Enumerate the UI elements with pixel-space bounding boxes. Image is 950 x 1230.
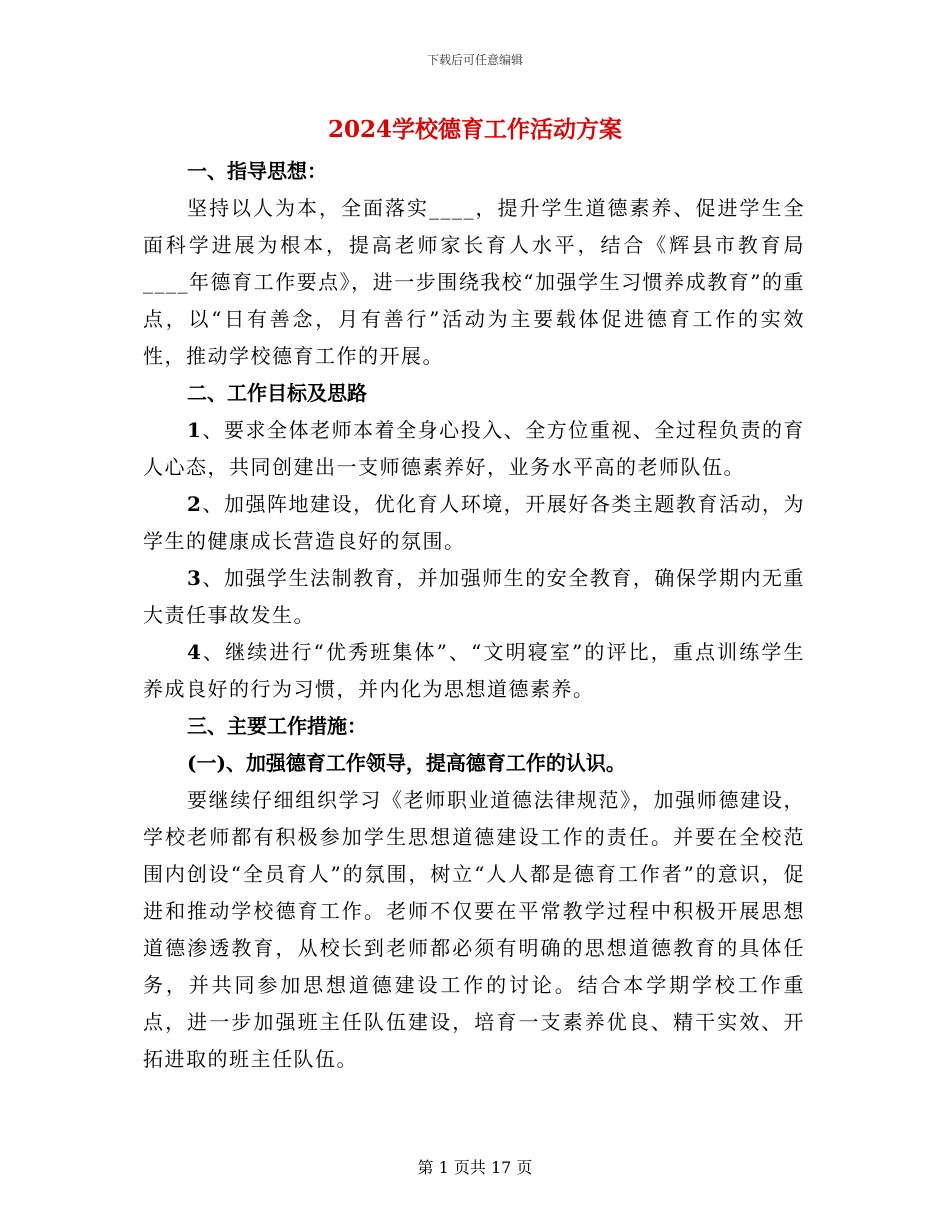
section-paragraph-1: 坚持以人为本，全面落实____，提升学生道德素养、促进学生全面科学进展为根本，提高老师家长育人水平，结合《辉县市教育局____年德育工作要点》，进一步围绕我校“加强学生习惯养成教育”的重点，以“日有善念，月有善行”活动为主要载体促进德育工作的实效性，推动学校德育工作的开展。 (143, 196, 805, 368)
document-body (143, 153, 805, 1078)
section-heading-2: 二、工作目标及思路 (187, 381, 367, 405)
section-heading-1: 一、指导思想： (187, 159, 327, 183)
goal-item-2 (143, 486, 805, 560)
goal-item-number: 4 (187, 640, 203, 664)
goal-item-number: 3 (187, 566, 203, 590)
goal-item-3 (143, 560, 805, 634)
goal-item-text: 、继续进行“优秀班集体”、“文明寝室”的评比，重点训练学生养成良好的行为习惯，并内化为思想道德素养。 (143, 640, 805, 701)
goal-item-number: 1 (187, 418, 203, 442)
goal-item-1 (143, 412, 805, 486)
page-header-note: 下载后可任意编辑 (426, 53, 523, 67)
section-heading-3: 三、主要工作措施： (187, 714, 367, 738)
goal-item-text: 、要求全体老师本着全身心投入、全方位重视、全过程负责的育人心态，共同创建出一支师德素养好，业务水平高的老师队伍。 (143, 418, 805, 479)
subsection-heading-3-1: (一)、加强德育工作领导，提高德育工作的认识。 (187, 751, 626, 775)
section-paragraph-3: 要继续仔细组织学习《老师职业道德法律规范》，加强师德建设，学校老师都有积极参加学生思想道德建设工作的责任。并要在全校范围内创设“全员育人”的氛围，树立“人人都是德育工作者”的意识，促进和推动学校德育工作。老师不仅要在平常教学过程中积极开展思想道德渗透教育，从校长到老师都必须有明确的思想道德教育的具体任务，并共同参加思想道德建设工作的讨论。结合本学期学校工作重点，进一步加强班主任队伍建设，培育一支素养优良、精干实效、开拓进取的班主任队伍。 (143, 788, 805, 1071)
page-footer: 第 1 页共 17 页 (417, 1158, 533, 1177)
document-title: 2024学校德育工作活动方案 (327, 116, 622, 143)
goal-item-text: 、加强学生法制教育，并加强师生的安全教育，确保学期内无重大责任事故发生。 (143, 566, 805, 627)
goal-item-4 (143, 634, 805, 708)
goal-item-text: 、加强阵地建设，优化育人环境，开展好各类主题教育活动，为学生的健康成长营造良好的氛围。 (143, 492, 805, 553)
goal-item-number: 2 (187, 492, 203, 516)
